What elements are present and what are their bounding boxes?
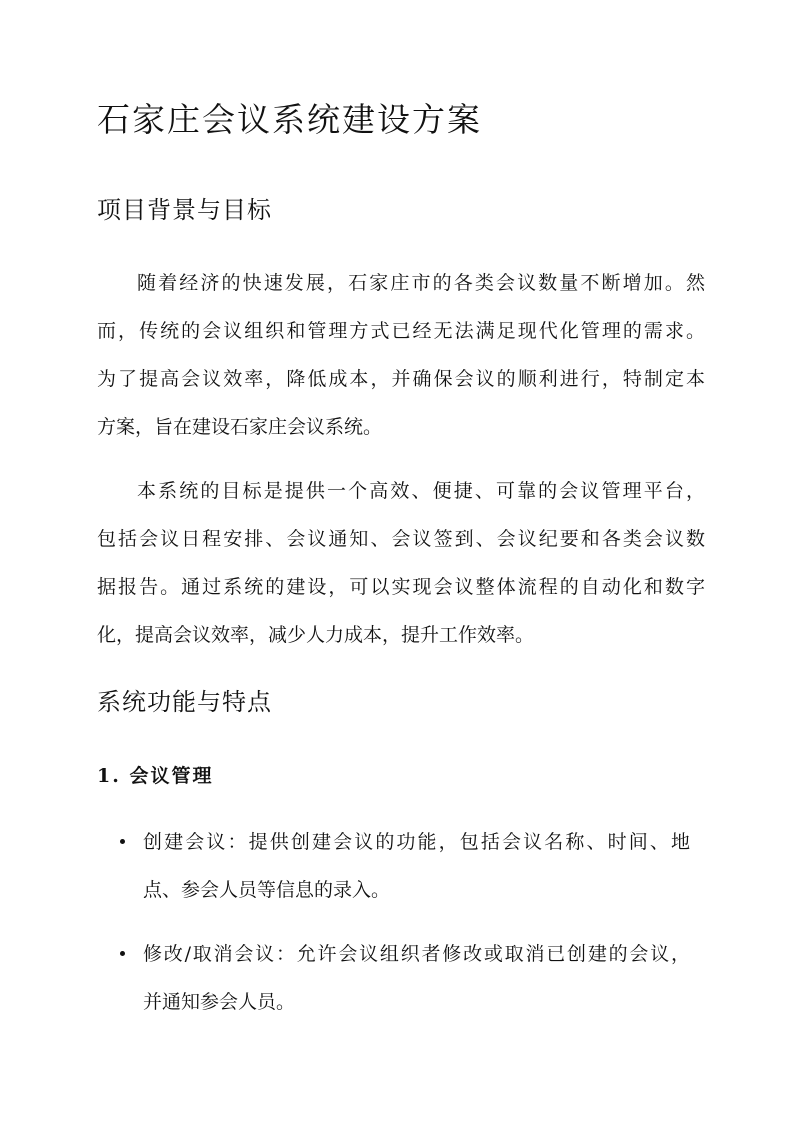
list-item-line: 并通知参会人员。 <box>143 991 296 1013</box>
bullet-icon <box>120 839 125 844</box>
paragraph-line: 方案，旨在建设石家庄会议系统。 <box>97 416 383 438</box>
paragraph-goals <box>97 467 705 659</box>
paragraph-line: 本系统的目标是提供一个高效、便捷、可靠的会议管理平台， <box>137 480 705 502</box>
list-item-line: 创建会议：提供创建会议的功能，包括会议名称、时间、地 <box>143 831 690 853</box>
paragraph-line: 而，传统的会议组织和管理方式已经无法满足现代化管理的需求。 <box>97 320 705 342</box>
list-item-line: 修改/取消会议：允许会议组织者修改或取消已创建的会议， <box>143 943 690 965</box>
paragraph-line: 包括会议日程安排、会议通知、会议签到、会议纪要和各类会议数 <box>97 528 705 550</box>
document-title: 石家庄会议系统建设方案 <box>97 100 482 139</box>
paragraph-background <box>97 259 705 451</box>
subsection-heading-meeting-management: 1. 会议管理 <box>97 765 214 787</box>
section-heading-features: 系统功能与特点 <box>97 688 272 716</box>
paragraph-line: 化，提高会议效率，减少人力成本，提升工作效率。 <box>97 624 535 646</box>
list-item-text <box>143 930 690 1026</box>
paragraph-line: 据报告。通过系统的建设，可以实现会议整体流程的自动化和数字 <box>97 576 705 598</box>
list-item-line: 点、参会人员等信息的录入。 <box>143 879 391 901</box>
list-item <box>112 818 690 914</box>
section-heading-background: 项目背景与目标 <box>97 196 272 224</box>
list-item <box>112 930 690 1026</box>
paragraph-line: 随着经济的快速发展，石家庄市的各类会议数量不断增加。然 <box>137 272 705 294</box>
list-item-text <box>143 818 690 914</box>
bullet-icon <box>120 951 125 956</box>
paragraph-line: 为了提高会议效率，降低成本，并确保会议的顺利进行，特制定本 <box>97 368 705 390</box>
